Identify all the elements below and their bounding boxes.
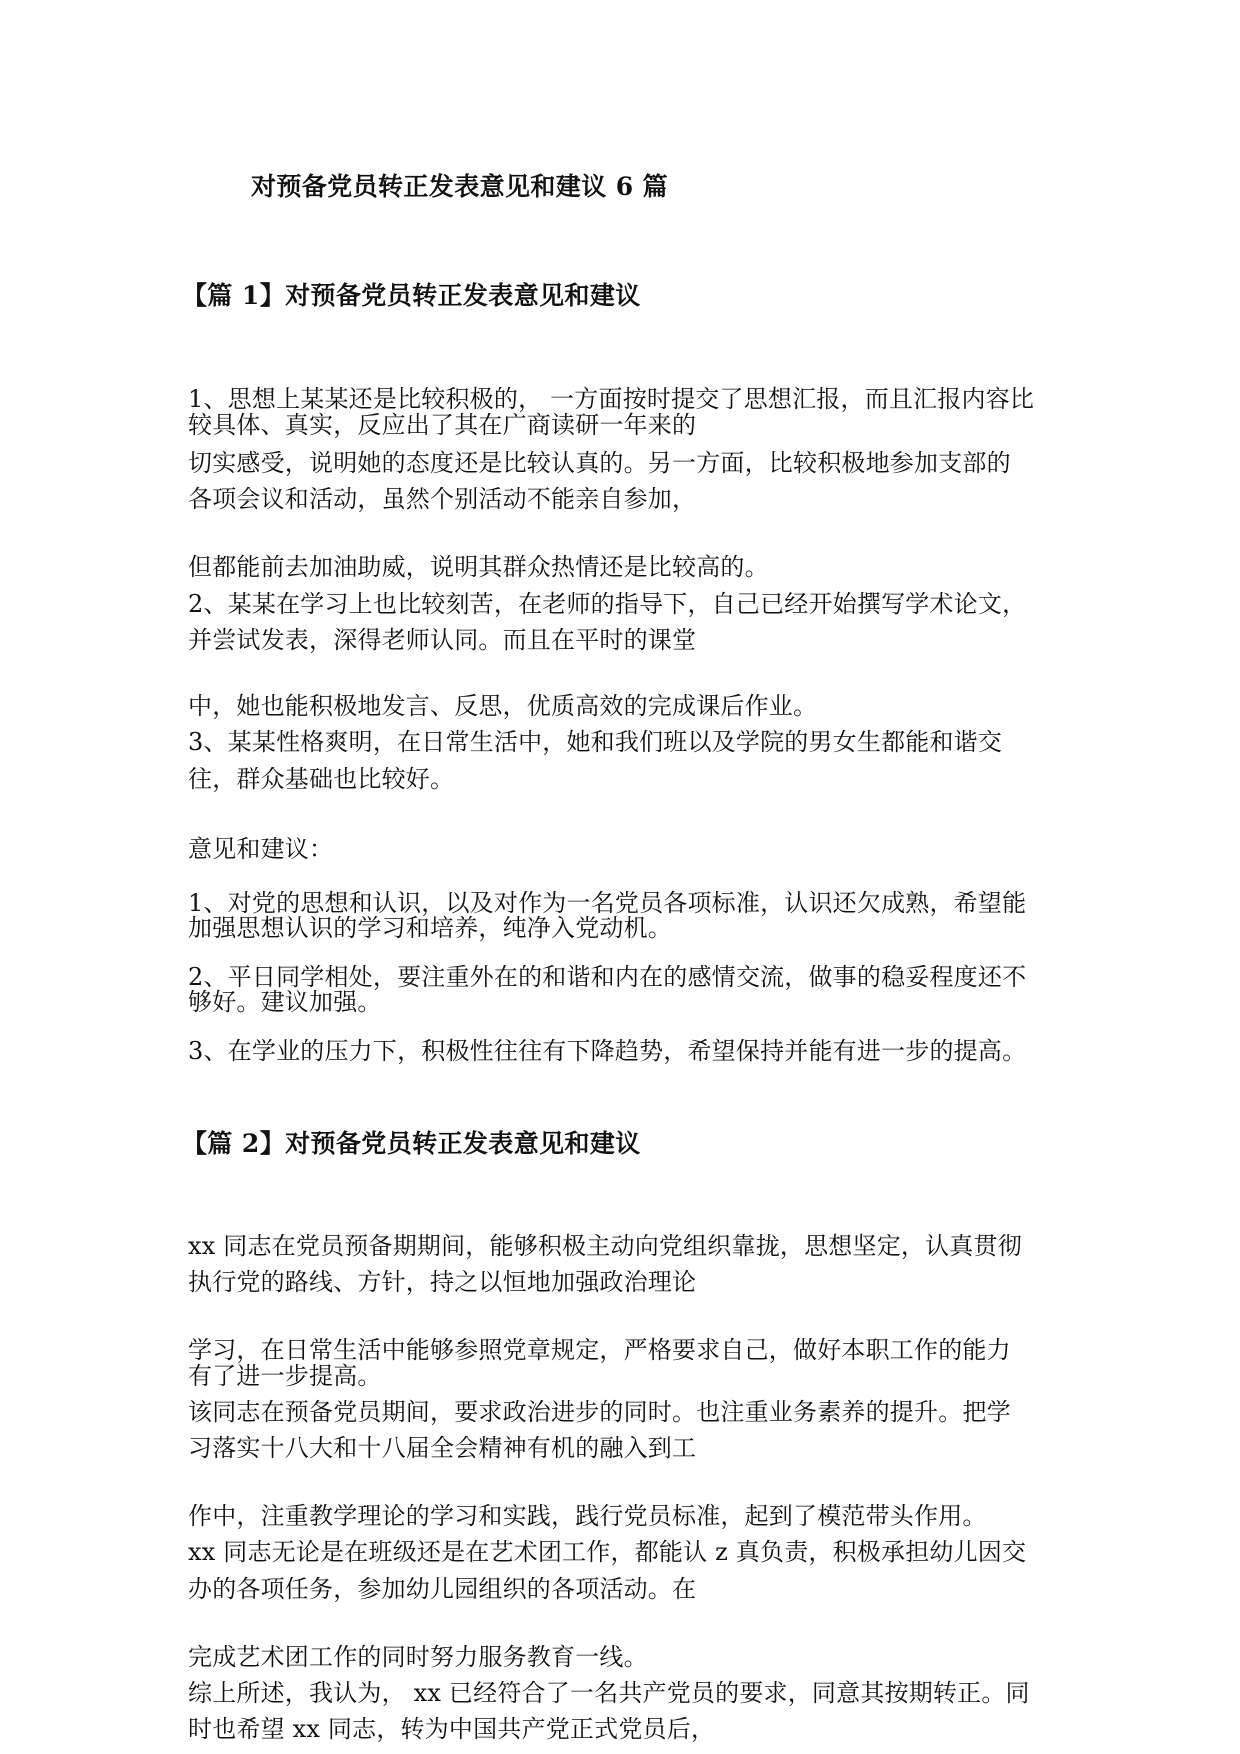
paragraph-line: 作中，注重教学理论的学习和实践，践行党员标准，起到了模范带头作用。	[188, 1502, 987, 1530]
paragraph-line: 3、某某性格爽明，在日常生活中，她和我们班以及学院的男女生都能和谐交	[188, 728, 1003, 756]
section-heading-1: 【篇 1】对预备党员转正发表意见和建议	[182, 281, 641, 310]
paragraph-line: 办的各项任务，参加幼儿园组织的各项活动。在	[188, 1575, 697, 1603]
paragraph-line: 习落实十八大和十八届全会精神有机的融入到工	[188, 1434, 697, 1462]
paragraph-line: 执行党的路线、方针，持之以恒地加强政治理论	[188, 1268, 697, 1296]
paragraph-line: 有了进一步提高。	[188, 1362, 382, 1390]
paragraph-line: 1、对党的思想和认识，以及对作为一名党员各项标准，认识还欠成熟，希望能	[188, 889, 1027, 917]
paragraph-line: xx 同志在党员预备期期间，能够积极主动向党组织靠拢，思想坚定，认真贯彻	[188, 1232, 1022, 1260]
paragraph-line: xx 同志无论是在班级还是在艺术团工作，都能认 z 真负责，积极承担幼儿因交	[188, 1538, 1027, 1566]
paragraph-line: 但都能前去加油助威，说明其群众热情还是比较高的。	[188, 553, 769, 581]
paragraph-line: 完成艺术团工作的同时努力服务教育一线。	[188, 1643, 648, 1671]
paragraph-line: 学习，在日常生活中能够参照党章规定，严格要求自己，做好本职工作的能力	[188, 1336, 1011, 1364]
paragraph-line: 该同志在预备党员期间，要求政治进步的同时。也注重业务素养的提升。把学	[188, 1398, 1011, 1426]
paragraph-line: 综上所述，我认为， xx 已经符合了一名共产党员的要求，同意其按期转正。同	[188, 1679, 1030, 1707]
paragraph-line: 时也希望 xx 同志，转为中国共产党正式党员后，	[188, 1715, 716, 1743]
paragraph-line: 往，群众基础也比较好。	[188, 765, 455, 793]
paragraph-line: 中，她也能积极地发言、反思，优质高效的完成课后作业。	[188, 692, 818, 720]
paragraph-line: 加强思想认识的学习和培养，纯净入党动机。	[188, 914, 672, 942]
paragraph-line: 较具体、真实，反应出了其在广商读研一年来的	[188, 411, 697, 439]
paragraph-line: 各项会议和活动，虽然个别活动不能亲自参加，	[188, 485, 697, 513]
section-heading-2: 【篇 2】对预备党员转正发表意见和建议	[182, 1129, 641, 1158]
document-title: 对预备党员转正发表意见和建议 6 篇	[251, 172, 669, 201]
paragraph-line: 够好。建议加强。	[188, 988, 382, 1016]
paragraph-line: 切实感受，说明她的态度还是比较认真的。另一方面，比较积极地参加支部的	[188, 449, 1011, 477]
paragraph-line: 2、某某在学习上也比较刻苦，在老师的指导下，自己已经开始撰写学术论文，	[188, 590, 1027, 618]
paragraph-line: 意见和建议：	[188, 835, 334, 863]
paragraph-line: 3、在学业的压力下，积极性往往有下降趋势，希望保持并能有进一步的提高。	[188, 1037, 1027, 1065]
paragraph-line: 1、思想上某某还是比较积极的， 一方面按时提交了思想汇报，而且汇报内容比	[188, 385, 1035, 413]
paragraph-line: 2、平日同学相处，要注重外在的和谐和内在的感情交流，做事的稳妥程度还不	[188, 963, 1027, 991]
paragraph-line: 并尝试发表，深得老师认同。而且在平时的课堂	[188, 626, 697, 654]
